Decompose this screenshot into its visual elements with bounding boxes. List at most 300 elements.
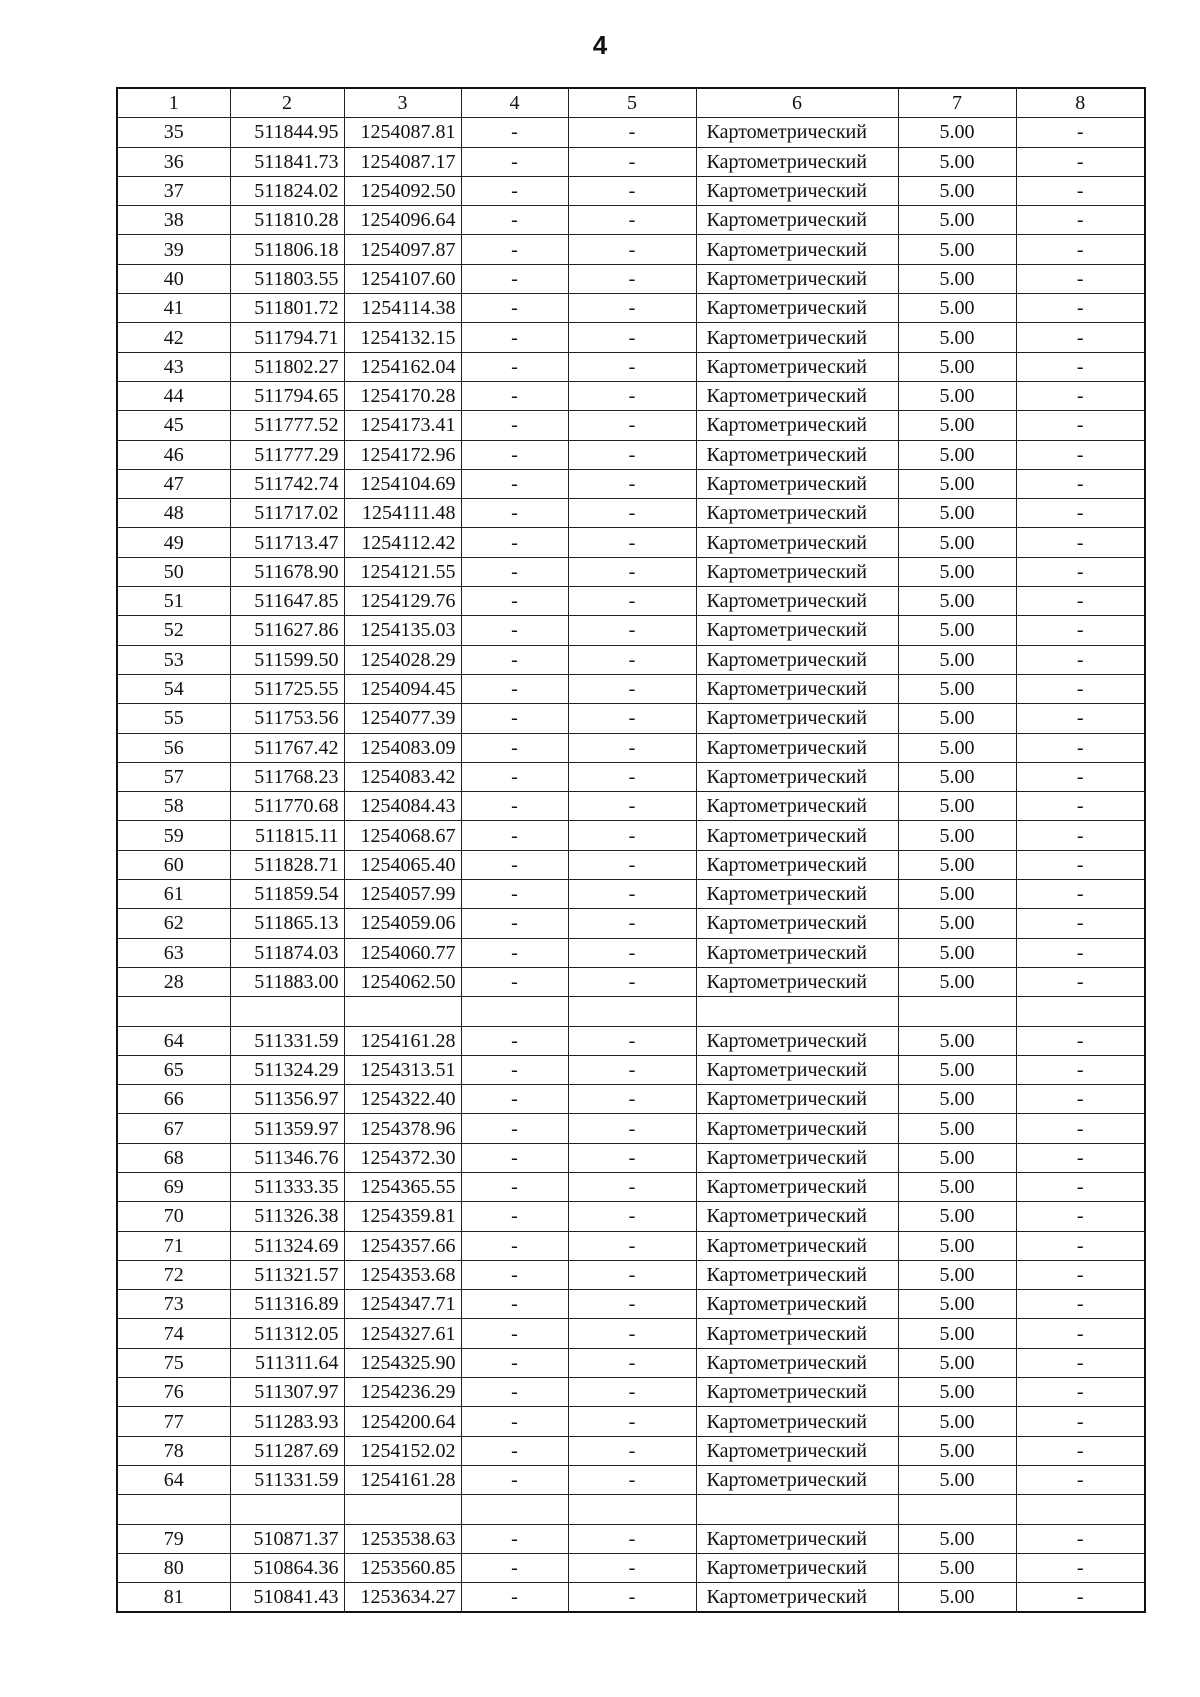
method-cell bbox=[696, 997, 898, 1026]
table-row bbox=[117, 616, 1145, 645]
point-number-cell: 57 bbox=[117, 762, 230, 791]
col5-cell: - bbox=[568, 1026, 696, 1055]
col4-cell: - bbox=[461, 587, 568, 616]
y-coordinate-cell: 1254060.77 bbox=[344, 938, 461, 967]
col8-cell: - bbox=[1016, 1202, 1145, 1231]
col4-cell: - bbox=[461, 499, 568, 528]
x-coordinate-cell: 511768.23 bbox=[230, 762, 344, 791]
col5-cell: - bbox=[568, 1143, 696, 1172]
method-cell: Картометрический bbox=[696, 469, 898, 498]
method-cell: Картометрический bbox=[696, 1319, 898, 1348]
col8-cell: - bbox=[1016, 1055, 1145, 1084]
y-coordinate-cell: 1254112.42 bbox=[344, 528, 461, 557]
col5-cell: - bbox=[568, 1085, 696, 1114]
point-number-cell: 56 bbox=[117, 733, 230, 762]
col8-cell: - bbox=[1016, 1172, 1145, 1201]
col8-cell: - bbox=[1016, 587, 1145, 616]
point-number-cell: 45 bbox=[117, 411, 230, 440]
col5-cell bbox=[568, 997, 696, 1026]
method-cell: Картометрический bbox=[696, 792, 898, 821]
method-cell: Картометрический bbox=[696, 674, 898, 703]
col5-cell: - bbox=[568, 1583, 696, 1613]
accuracy-cell: 5.00 bbox=[898, 1348, 1016, 1377]
col8-cell: - bbox=[1016, 762, 1145, 791]
table-row bbox=[117, 176, 1145, 205]
col5-cell: - bbox=[568, 792, 696, 821]
col8-cell: - bbox=[1016, 1260, 1145, 1289]
x-coordinate-cell: 511824.02 bbox=[230, 176, 344, 205]
table-row bbox=[117, 440, 1145, 469]
point-number-cell: 35 bbox=[117, 118, 230, 147]
point-number-cell: 80 bbox=[117, 1553, 230, 1582]
y-coordinate-cell bbox=[344, 997, 461, 1026]
point-number-cell: 73 bbox=[117, 1290, 230, 1319]
col4-cell: - bbox=[461, 645, 568, 674]
col5-cell: - bbox=[568, 1114, 696, 1143]
table-row bbox=[117, 1465, 1145, 1494]
coordinates-table bbox=[116, 87, 1146, 1613]
col8-cell: - bbox=[1016, 528, 1145, 557]
point-number-cell: 55 bbox=[117, 704, 230, 733]
table-row bbox=[117, 674, 1145, 703]
col5-cell: - bbox=[568, 381, 696, 410]
method-cell: Картометрический bbox=[696, 206, 898, 235]
point-number-cell: 81 bbox=[117, 1583, 230, 1613]
table-row bbox=[117, 528, 1145, 557]
method-cell: Картометрический bbox=[696, 850, 898, 879]
y-coordinate-cell: 1254322.40 bbox=[344, 1085, 461, 1114]
point-number-cell: 65 bbox=[117, 1055, 230, 1084]
accuracy-cell: 5.00 bbox=[898, 528, 1016, 557]
accuracy-cell: 5.00 bbox=[898, 1524, 1016, 1553]
point-number-cell: 72 bbox=[117, 1260, 230, 1289]
accuracy-cell: 5.00 bbox=[898, 1202, 1016, 1231]
y-coordinate-cell: 1254378.96 bbox=[344, 1114, 461, 1143]
y-coordinate-cell: 1254170.28 bbox=[344, 381, 461, 410]
accuracy-cell: 5.00 bbox=[898, 176, 1016, 205]
col8-cell: - bbox=[1016, 294, 1145, 323]
col4-cell: - bbox=[461, 381, 568, 410]
col8-cell: - bbox=[1016, 206, 1145, 235]
point-number-cell: 49 bbox=[117, 528, 230, 557]
point-number-cell: 59 bbox=[117, 821, 230, 850]
y-coordinate-cell: 1254359.81 bbox=[344, 1202, 461, 1231]
method-cell: Картометрический bbox=[696, 704, 898, 733]
accuracy-cell: 5.00 bbox=[898, 1143, 1016, 1172]
col5-cell: - bbox=[568, 880, 696, 909]
point-number-cell: 28 bbox=[117, 967, 230, 996]
x-coordinate-cell: 511627.86 bbox=[230, 616, 344, 645]
col8-cell: - bbox=[1016, 1465, 1145, 1494]
col4-cell: - bbox=[461, 1085, 568, 1114]
accuracy-cell bbox=[898, 1495, 1016, 1524]
col4-cell: - bbox=[461, 1202, 568, 1231]
method-cell: Картометрический bbox=[696, 352, 898, 381]
col5-cell: - bbox=[568, 176, 696, 205]
x-coordinate-cell: 511346.76 bbox=[230, 1143, 344, 1172]
y-coordinate-cell: 1254236.29 bbox=[344, 1378, 461, 1407]
method-cell: Картометрический bbox=[696, 411, 898, 440]
method-cell: Картометрический bbox=[696, 1407, 898, 1436]
col8-cell: - bbox=[1016, 1524, 1145, 1553]
accuracy-cell: 5.00 bbox=[898, 469, 1016, 498]
table-row bbox=[117, 1231, 1145, 1260]
x-coordinate-cell bbox=[230, 997, 344, 1026]
x-coordinate-cell: 511777.52 bbox=[230, 411, 344, 440]
col5-cell: - bbox=[568, 1202, 696, 1231]
y-coordinate-cell: 1254172.96 bbox=[344, 440, 461, 469]
col8-cell: - bbox=[1016, 909, 1145, 938]
x-coordinate-cell: 511326.38 bbox=[230, 1202, 344, 1231]
point-number-cell: 41 bbox=[117, 294, 230, 323]
x-coordinate-cell: 511874.03 bbox=[230, 938, 344, 967]
col4-cell: - bbox=[461, 1436, 568, 1465]
accuracy-cell: 5.00 bbox=[898, 118, 1016, 147]
col4-cell: - bbox=[461, 352, 568, 381]
col8-cell: - bbox=[1016, 176, 1145, 205]
x-coordinate-cell: 511859.54 bbox=[230, 880, 344, 909]
col8-cell: - bbox=[1016, 323, 1145, 352]
point-number-cell: 76 bbox=[117, 1378, 230, 1407]
method-cell: Картометрический bbox=[696, 1465, 898, 1494]
table-body bbox=[117, 88, 1145, 1612]
table-row bbox=[117, 792, 1145, 821]
col5-cell: - bbox=[568, 821, 696, 850]
col4-cell: - bbox=[461, 1143, 568, 1172]
point-number-cell: 70 bbox=[117, 1202, 230, 1231]
col5-cell: - bbox=[568, 499, 696, 528]
col4-cell: - bbox=[461, 704, 568, 733]
point-number-cell: 40 bbox=[117, 264, 230, 293]
table-row bbox=[117, 704, 1145, 733]
table-row bbox=[117, 381, 1145, 410]
method-cell: Картометрический bbox=[696, 1202, 898, 1231]
col4-cell: - bbox=[461, 235, 568, 264]
x-coordinate-cell: 511810.28 bbox=[230, 206, 344, 235]
y-coordinate-cell: 1254173.41 bbox=[344, 411, 461, 440]
col5-cell: - bbox=[568, 469, 696, 498]
y-coordinate-cell: 1254357.66 bbox=[344, 1231, 461, 1260]
accuracy-cell: 5.00 bbox=[898, 499, 1016, 528]
x-coordinate-cell: 511803.55 bbox=[230, 264, 344, 293]
table-row bbox=[117, 1583, 1145, 1613]
accuracy-cell: 5.00 bbox=[898, 909, 1016, 938]
table-row bbox=[117, 411, 1145, 440]
col4-cell: - bbox=[461, 880, 568, 909]
col5-cell: - bbox=[568, 352, 696, 381]
table-row bbox=[117, 1143, 1145, 1172]
x-coordinate-cell: 511287.69 bbox=[230, 1436, 344, 1465]
method-cell: Картометрический bbox=[696, 499, 898, 528]
table-row bbox=[117, 499, 1145, 528]
col4-cell: - bbox=[461, 176, 568, 205]
table-row bbox=[117, 967, 1145, 996]
x-coordinate-cell: 511678.90 bbox=[230, 557, 344, 586]
col4-cell: - bbox=[461, 1231, 568, 1260]
col5-cell: - bbox=[568, 674, 696, 703]
point-number-cell: 51 bbox=[117, 587, 230, 616]
method-cell: Картометрический bbox=[696, 880, 898, 909]
col5-cell: - bbox=[568, 1465, 696, 1494]
table-row bbox=[117, 1495, 1145, 1524]
col5-cell: - bbox=[568, 733, 696, 762]
point-number-cell bbox=[117, 997, 230, 1026]
col4-cell: - bbox=[461, 440, 568, 469]
x-coordinate-cell: 511599.50 bbox=[230, 645, 344, 674]
col8-cell: - bbox=[1016, 616, 1145, 645]
accuracy-cell: 5.00 bbox=[898, 1172, 1016, 1201]
col5-cell: - bbox=[568, 557, 696, 586]
table-row bbox=[117, 733, 1145, 762]
col8-cell: - bbox=[1016, 1231, 1145, 1260]
x-coordinate-cell: 511324.29 bbox=[230, 1055, 344, 1084]
table-row bbox=[117, 909, 1145, 938]
point-number-cell: 71 bbox=[117, 1231, 230, 1260]
col5-cell: - bbox=[568, 1553, 696, 1582]
x-coordinate-cell bbox=[230, 1495, 344, 1524]
x-coordinate-cell: 511767.42 bbox=[230, 733, 344, 762]
point-number-cell: 47 bbox=[117, 469, 230, 498]
col4-cell: - bbox=[461, 938, 568, 967]
point-number-cell: 64 bbox=[117, 1026, 230, 1055]
point-number-cell: 53 bbox=[117, 645, 230, 674]
accuracy-cell: 5.00 bbox=[898, 792, 1016, 821]
table-row bbox=[117, 1055, 1145, 1084]
col5-cell: - bbox=[568, 440, 696, 469]
point-number-cell: 69 bbox=[117, 1172, 230, 1201]
col8-cell: - bbox=[1016, 1348, 1145, 1377]
y-coordinate-cell: 1254083.42 bbox=[344, 762, 461, 791]
y-coordinate-cell: 1254094.45 bbox=[344, 674, 461, 703]
col5-cell: - bbox=[568, 762, 696, 791]
y-coordinate-cell: 1254135.03 bbox=[344, 616, 461, 645]
y-coordinate-cell: 1254083.09 bbox=[344, 733, 461, 762]
y-coordinate-cell: 1254104.69 bbox=[344, 469, 461, 498]
col8-cell: - bbox=[1016, 469, 1145, 498]
col5-cell: - bbox=[568, 967, 696, 996]
y-coordinate-cell: 1254107.60 bbox=[344, 264, 461, 293]
x-coordinate-cell: 511770.68 bbox=[230, 792, 344, 821]
x-coordinate-cell: 511802.27 bbox=[230, 352, 344, 381]
point-number-cell: 75 bbox=[117, 1348, 230, 1377]
col4-cell: - bbox=[461, 762, 568, 791]
x-coordinate-cell: 511777.29 bbox=[230, 440, 344, 469]
method-cell: Картометрический bbox=[696, 733, 898, 762]
method-cell: Картометрический bbox=[696, 1583, 898, 1613]
col4-cell: - bbox=[461, 528, 568, 557]
x-coordinate-cell: 511324.69 bbox=[230, 1231, 344, 1260]
accuracy-cell: 5.00 bbox=[898, 411, 1016, 440]
accuracy-cell: 5.00 bbox=[898, 1231, 1016, 1260]
x-coordinate-cell: 511647.85 bbox=[230, 587, 344, 616]
y-coordinate-cell: 1254111.48 bbox=[344, 499, 461, 528]
y-coordinate-cell: 1254092.50 bbox=[344, 176, 461, 205]
page-number: 4 bbox=[592, 30, 608, 60]
header-cell: 1 bbox=[117, 88, 230, 118]
col5-cell: - bbox=[568, 1378, 696, 1407]
col4-cell: - bbox=[461, 909, 568, 938]
col8-cell: - bbox=[1016, 645, 1145, 674]
table-row bbox=[117, 997, 1145, 1026]
x-coordinate-cell: 511844.95 bbox=[230, 118, 344, 147]
point-number-cell: 44 bbox=[117, 381, 230, 410]
method-cell: Картометрический bbox=[696, 1553, 898, 1582]
col8-cell: - bbox=[1016, 821, 1145, 850]
col4-cell: - bbox=[461, 1583, 568, 1613]
y-coordinate-cell: 1254353.68 bbox=[344, 1260, 461, 1289]
x-coordinate-cell: 511841.73 bbox=[230, 147, 344, 176]
y-coordinate-cell: 1254087.81 bbox=[344, 118, 461, 147]
method-cell: Картометрический bbox=[696, 528, 898, 557]
y-coordinate-cell: 1254077.39 bbox=[344, 704, 461, 733]
point-number-cell: 54 bbox=[117, 674, 230, 703]
y-coordinate-cell: 1253560.85 bbox=[344, 1553, 461, 1582]
accuracy-cell: 5.00 bbox=[898, 147, 1016, 176]
table-row bbox=[117, 1319, 1145, 1348]
col5-cell: - bbox=[568, 645, 696, 674]
x-coordinate-cell: 511321.57 bbox=[230, 1260, 344, 1289]
header-cell: 6 bbox=[696, 88, 898, 118]
method-cell: Картометрический bbox=[696, 616, 898, 645]
method-cell: Картометрический bbox=[696, 118, 898, 147]
method-cell: Картометрический bbox=[696, 323, 898, 352]
table-row bbox=[117, 1085, 1145, 1114]
accuracy-cell: 5.00 bbox=[898, 294, 1016, 323]
col8-cell: - bbox=[1016, 733, 1145, 762]
table-row bbox=[117, 1378, 1145, 1407]
table-row bbox=[117, 1026, 1145, 1055]
col5-cell: - bbox=[568, 1436, 696, 1465]
col5-cell: - bbox=[568, 528, 696, 557]
col4-cell bbox=[461, 1495, 568, 1524]
col8-cell: - bbox=[1016, 381, 1145, 410]
col5-cell: - bbox=[568, 1524, 696, 1553]
accuracy-cell: 5.00 bbox=[898, 1114, 1016, 1143]
header-cell: 5 bbox=[568, 88, 696, 118]
point-number-cell: 66 bbox=[117, 1085, 230, 1114]
col5-cell: - bbox=[568, 850, 696, 879]
col8-cell: - bbox=[1016, 147, 1145, 176]
accuracy-cell: 5.00 bbox=[898, 352, 1016, 381]
col5-cell: - bbox=[568, 206, 696, 235]
y-coordinate-cell bbox=[344, 1495, 461, 1524]
table-row bbox=[117, 587, 1145, 616]
method-cell: Картометрический bbox=[696, 1260, 898, 1289]
accuracy-cell: 5.00 bbox=[898, 440, 1016, 469]
method-cell: Картометрический bbox=[696, 1231, 898, 1260]
col4-cell: - bbox=[461, 264, 568, 293]
table-row bbox=[117, 1172, 1145, 1201]
table-row bbox=[117, 1348, 1145, 1377]
col8-cell: - bbox=[1016, 880, 1145, 909]
y-coordinate-cell: 1254347.71 bbox=[344, 1290, 461, 1319]
col8-cell: - bbox=[1016, 674, 1145, 703]
point-number-cell: 50 bbox=[117, 557, 230, 586]
x-coordinate-cell: 511359.97 bbox=[230, 1114, 344, 1143]
col8-cell: - bbox=[1016, 792, 1145, 821]
col5-cell: - bbox=[568, 1407, 696, 1436]
y-coordinate-cell: 1254084.43 bbox=[344, 792, 461, 821]
x-coordinate-cell: 511713.47 bbox=[230, 528, 344, 557]
x-coordinate-cell: 511312.05 bbox=[230, 1319, 344, 1348]
x-coordinate-cell: 511331.59 bbox=[230, 1026, 344, 1055]
accuracy-cell: 5.00 bbox=[898, 1553, 1016, 1582]
y-coordinate-cell: 1254161.28 bbox=[344, 1026, 461, 1055]
col4-cell: - bbox=[461, 557, 568, 586]
accuracy-cell: 5.00 bbox=[898, 1290, 1016, 1319]
point-number-cell: 48 bbox=[117, 499, 230, 528]
col8-cell: - bbox=[1016, 1553, 1145, 1582]
header-row bbox=[117, 88, 1145, 118]
accuracy-cell: 5.00 bbox=[898, 1465, 1016, 1494]
y-coordinate-cell: 1254372.30 bbox=[344, 1143, 461, 1172]
col8-cell bbox=[1016, 997, 1145, 1026]
accuracy-cell: 5.00 bbox=[898, 1378, 1016, 1407]
y-coordinate-cell: 1254129.76 bbox=[344, 587, 461, 616]
col8-cell: - bbox=[1016, 499, 1145, 528]
point-number-cell: 37 bbox=[117, 176, 230, 205]
col5-cell: - bbox=[568, 587, 696, 616]
col4-cell: - bbox=[461, 1465, 568, 1494]
table-row bbox=[117, 938, 1145, 967]
method-cell: Картометрический bbox=[696, 821, 898, 850]
accuracy-cell: 5.00 bbox=[898, 557, 1016, 586]
table-row bbox=[117, 1407, 1145, 1436]
col4-cell: - bbox=[461, 967, 568, 996]
point-number-cell: 46 bbox=[117, 440, 230, 469]
col5-cell: - bbox=[568, 118, 696, 147]
accuracy-cell: 5.00 bbox=[898, 206, 1016, 235]
col4-cell: - bbox=[461, 792, 568, 821]
col4-cell: - bbox=[461, 1407, 568, 1436]
accuracy-cell: 5.00 bbox=[898, 938, 1016, 967]
method-cell: Картометрический bbox=[696, 967, 898, 996]
method-cell: Картометрический bbox=[696, 1348, 898, 1377]
col4-cell: - bbox=[461, 1172, 568, 1201]
point-number-cell: 77 bbox=[117, 1407, 230, 1436]
table-row bbox=[117, 1436, 1145, 1465]
y-coordinate-cell: 1254200.64 bbox=[344, 1407, 461, 1436]
col5-cell: - bbox=[568, 704, 696, 733]
col4-cell: - bbox=[461, 118, 568, 147]
col5-cell: - bbox=[568, 147, 696, 176]
method-cell: Картометрический bbox=[696, 235, 898, 264]
method-cell: Картометрический bbox=[696, 176, 898, 205]
point-number-cell: 38 bbox=[117, 206, 230, 235]
point-number-cell bbox=[117, 1495, 230, 1524]
method-cell: Картометрический bbox=[696, 645, 898, 674]
y-coordinate-cell: 1254152.02 bbox=[344, 1436, 461, 1465]
col4-cell: - bbox=[461, 411, 568, 440]
col5-cell: - bbox=[568, 1231, 696, 1260]
y-coordinate-cell: 1254068.67 bbox=[344, 821, 461, 850]
header-cell: 3 bbox=[344, 88, 461, 118]
accuracy-cell: 5.00 bbox=[898, 821, 1016, 850]
y-coordinate-cell: 1254097.87 bbox=[344, 235, 461, 264]
x-coordinate-cell: 511794.65 bbox=[230, 381, 344, 410]
x-coordinate-cell: 511316.89 bbox=[230, 1290, 344, 1319]
x-coordinate-cell: 510864.36 bbox=[230, 1553, 344, 1582]
col4-cell: - bbox=[461, 674, 568, 703]
y-coordinate-cell: 1254059.06 bbox=[344, 909, 461, 938]
x-coordinate-cell: 511725.55 bbox=[230, 674, 344, 703]
method-cell: Картометрический bbox=[696, 1055, 898, 1084]
table-row bbox=[117, 469, 1145, 498]
col8-cell bbox=[1016, 1495, 1145, 1524]
method-cell: Картометрический bbox=[696, 587, 898, 616]
y-coordinate-cell: 1254114.38 bbox=[344, 294, 461, 323]
point-number-cell: 62 bbox=[117, 909, 230, 938]
